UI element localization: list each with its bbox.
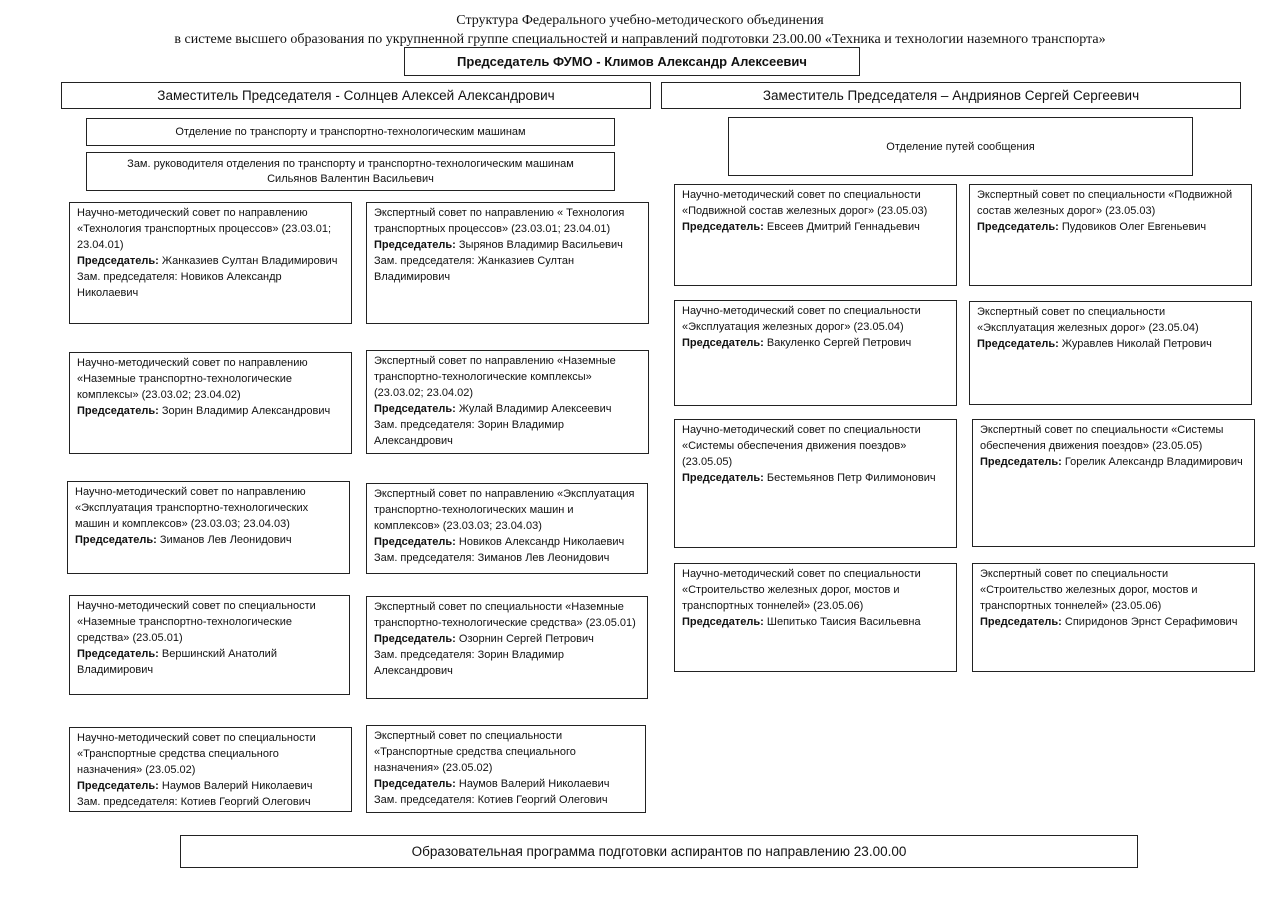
council-title: Экспертный совет по специальности «Наземные транспортно-технологические средства» (23.05.01)	[374, 601, 636, 629]
chair-label: Председатель:	[77, 255, 159, 267]
council-title: Научно-методический совет по направлению «Эксплуатация транспортно-технологических машин и комплексов» (23.03.03; 23.04.03)	[75, 486, 309, 530]
expert-council-box	[366, 202, 649, 324]
council-chair	[374, 534, 640, 550]
expert-council-box	[366, 725, 646, 813]
chair-name: Евсеев Дмитрий Геннадьевич	[763, 221, 920, 233]
council-deputy: Зам. председателя: Зиманов Лев Леонидович	[374, 552, 610, 564]
method-council-box	[69, 727, 352, 812]
council-chair	[77, 403, 344, 419]
council-title: Научно-методический совет по специальности «Наземные транспортно-технологические средства» (23.05.01)	[77, 600, 316, 644]
council-title: Экспертный совет по специальности «Системы обеспечения движения поездов» (23.05.05)	[980, 424, 1224, 452]
expert-council-box	[366, 483, 648, 574]
chair-name: Озорнин Сергей Петрович	[455, 633, 594, 645]
chair-label: Председатель:	[77, 648, 159, 660]
chair-label: Председатель:	[682, 472, 764, 484]
expert-council-box	[366, 350, 649, 454]
council-deputy: Зам. председателя: Зорин Владимир Александрович	[374, 649, 565, 677]
council-title: Экспертный совет по специальности «Подвижной состав железных дорог» (23.05.03)	[977, 189, 1233, 217]
chair-label: Председатель:	[77, 780, 159, 792]
chair-label: Председатель:	[374, 778, 456, 790]
chair-label: Председатель:	[682, 221, 764, 233]
chair-name: Спиридонов Эрнст Серафимович	[1061, 616, 1238, 628]
council-title: Научно-методический совет по специальности «Строительство железных дорог, мостов и транспортных тоннелей» (23.05.06)	[682, 568, 921, 612]
method-council-box	[674, 184, 957, 286]
council-title: Научно-методический совет по направлению «Технология транспортных процессов» (23.03.01; 23.04.01)	[77, 207, 332, 251]
council-chair	[374, 776, 638, 792]
council-chair	[75, 532, 342, 548]
document-title-line1: Структура Федерального учебно-методического объединения	[456, 13, 824, 28]
expert-council-box	[366, 596, 648, 699]
chair-label: Председатель:	[980, 616, 1062, 628]
chair-box: Председатель ФУМО - Климов Александр Алексеевич	[404, 47, 860, 76]
chair-name: Зиманов Лев Леонидович	[156, 534, 292, 546]
chair-label: Председатель:	[374, 633, 456, 645]
council-chair	[374, 237, 641, 253]
council-title: Экспертный совет по специальности «Строительство железных дорог, мостов и транспортных тоннелей» (23.05.06)	[980, 568, 1198, 612]
chair-name: Новиков Александр Николаевич	[455, 536, 625, 548]
council-title: Экспертный совет по направлению « Технология транспортных процессов» (23.03.01; 23.04.01)	[374, 207, 625, 235]
method-council-box	[67, 481, 350, 574]
council-chair	[980, 454, 1247, 470]
council-title: Экспертный совет по направлению «Наземные транспортно-технологические комплексы» (23.03.02; 23.04.02)	[374, 355, 616, 399]
chair-name: Горелик Александр Владимирович	[1061, 456, 1243, 468]
council-deputy: Зам. председателя: Котиев Георгий Олегович	[77, 796, 311, 808]
council-chair	[977, 219, 1244, 235]
chair-name: Шепитько Таисия Васильевна	[763, 616, 921, 628]
chair-label: Председатель:	[682, 337, 764, 349]
council-chair	[682, 470, 949, 486]
council-title: Научно-методический совет по специальности «Подвижной состав железных дорог» (23.05.03)	[682, 189, 928, 217]
chair-name: Вершинский Анатолий Владимирович	[77, 648, 277, 676]
council-chair	[77, 646, 342, 678]
council-title: Научно-методический совет по специальности «Эксплуатация железных дорог» (23.05.04)	[682, 305, 921, 333]
chair-name: Зырянов Владимир Васильевич	[455, 239, 623, 251]
deputy-right-box: Заместитель Председателя – Андриянов Сергей Сергеевич	[661, 82, 1241, 109]
chair-name: Зорин Владимир Александрович	[158, 405, 331, 417]
chair-name: Пудовиков Олег Евгеньевич	[1058, 221, 1207, 233]
department-deputy-head-box	[86, 152, 615, 191]
council-deputy: Зам. председателя: Котиев Георгий Олегович	[374, 794, 608, 806]
deputy-left-box: Заместитель Председателя - Солнцев Алексей Александрович	[61, 82, 651, 109]
method-council-box	[69, 352, 352, 454]
expert-council-box	[972, 419, 1255, 547]
expert-council-box	[969, 184, 1252, 286]
chair-label: Председатель:	[374, 239, 456, 251]
method-council-box	[674, 419, 957, 548]
chair-name: Наумов Валерий Николаевич	[455, 778, 610, 790]
deputy-head-name: Сильянов Валентин Васильевич	[267, 172, 434, 185]
method-council-box	[674, 563, 957, 672]
council-title: Экспертный совет по направлению «Эксплуатация транспортно-технологических машин и комплексов» (23.03.03; 23.04.03)	[374, 488, 635, 532]
chair-label: Председатель:	[374, 403, 456, 415]
council-chair	[682, 614, 949, 630]
railway-department-box: Отделение путей сообщения	[728, 117, 1193, 176]
chair-label: Председатель:	[75, 534, 157, 546]
document-title-line2: в системе высшего образования по укрупненной группе специальностей и направлений подготовки 23.00.00 «Техника и технологии наземного транспорта»	[174, 32, 1106, 47]
council-chair	[77, 778, 344, 794]
chair-name: Жанказиев Султан Владимирович	[158, 255, 338, 267]
expert-council-box	[972, 563, 1255, 672]
council-deputy: Зам. председателя: Жанказиев Султан Владимирович	[374, 255, 575, 283]
council-chair	[374, 631, 640, 647]
method-council-box	[674, 300, 957, 406]
chair-label: Председатель:	[977, 338, 1059, 350]
council-chair	[374, 401, 641, 417]
council-chair	[77, 253, 344, 269]
council-chair	[980, 614, 1247, 630]
chair-label: Председатель:	[682, 616, 764, 628]
chair-label: Председатель:	[977, 221, 1059, 233]
council-title: Научно-методический совет по специальности «Системы обеспечения движения поездов» (23.05.05)	[682, 424, 921, 468]
council-title: Научно-методический совет по специальности «Транспортные средства специального назначения» (23.05.02)	[77, 732, 316, 776]
deputy-head-title: Зам. руководителя отделения по транспорту и транспортно-технологическим машинам	[127, 157, 574, 170]
chair-label: Председатель:	[980, 456, 1062, 468]
council-title: Научно-методический совет по направлению «Наземные транспортно-технологические комплексы» (23.03.02; 23.04.02)	[77, 357, 308, 401]
method-council-box	[69, 202, 352, 324]
council-title: Экспертный совет по специальности «Эксплуатация железных дорог» (23.05.04)	[977, 306, 1199, 334]
council-deputy: Зам. председателя: Новиков Александр Николаевич	[77, 271, 282, 299]
chair-label: Председатель:	[77, 405, 159, 417]
chair-name: Бестемьянов Петр Филимонович	[763, 472, 936, 484]
council-chair	[682, 335, 949, 351]
council-deputy: Зам. председателя: Зорин Владимир Александрович	[374, 419, 565, 447]
council-chair	[977, 336, 1244, 352]
chair-label: Председатель:	[374, 536, 456, 548]
transport-department-box: Отделение по транспорту и транспортно-технологическим машинам	[86, 118, 615, 146]
chair-name: Журавлев Николай Петрович	[1058, 338, 1212, 350]
expert-council-box	[969, 301, 1252, 405]
chair-name: Наумов Валерий Николаевич	[158, 780, 313, 792]
chair-name: Вакуленко Сергей Петрович	[763, 337, 912, 349]
chair-name: Жулай Владимир Алексеевич	[455, 403, 612, 415]
council-title: Экспертный совет по специальности «Транспортные средства специального назначения» (23.05.02)	[374, 730, 576, 774]
footer-box: Образовательная программа подготовки аспирантов по направлению 23.00.00	[180, 835, 1138, 868]
council-chair	[682, 219, 949, 235]
method-council-box	[69, 595, 350, 695]
